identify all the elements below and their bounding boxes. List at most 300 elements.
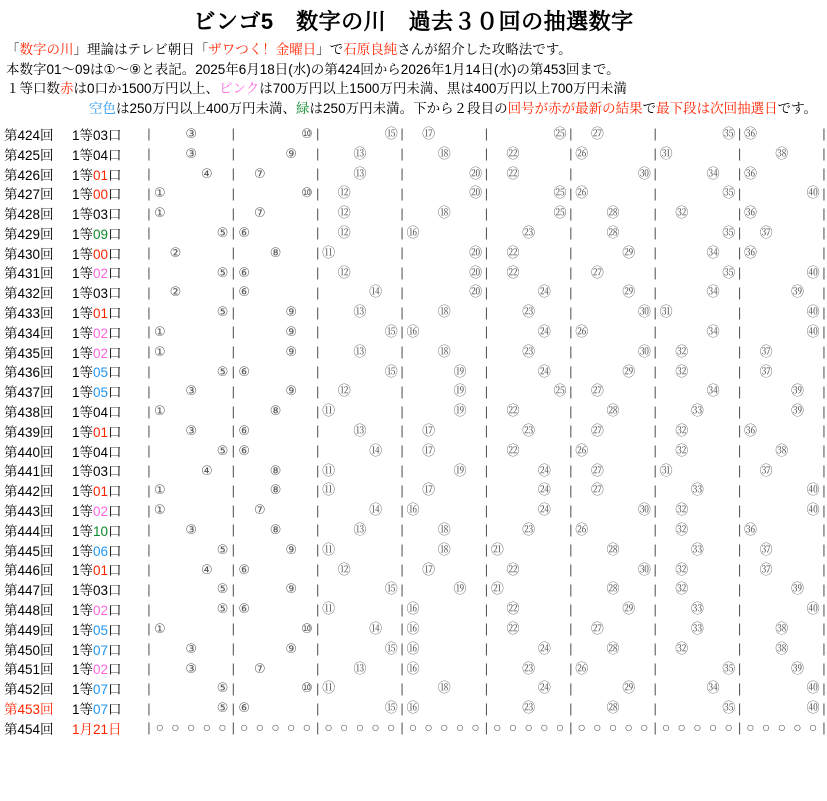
column-separator: | [653,542,657,558]
column-separator: | [737,700,742,716]
number-group-cell [321,164,399,184]
drawn-number: ⑦ [254,165,266,181]
number-group-cell [152,381,230,401]
table-row [0,698,827,718]
column-separator: | [147,660,151,676]
drawn-number: ⑬ [353,304,367,320]
column-separator: | [231,680,236,696]
column-separator: | [231,720,236,736]
column-separator: | [231,264,236,280]
placeholder-circle: ○ [371,718,380,735]
number-group-cell [490,560,568,580]
column-separator: | [316,423,320,439]
drawn-number: ⑨ [285,145,298,161]
number-group-cell [490,322,568,342]
table-row [0,302,827,322]
prize-unit: 口 [108,563,122,579]
number-group-cell [405,322,483,342]
numbers-grid [146,164,827,184]
number-group-cell [574,421,652,441]
number-group-cell [321,362,399,382]
column-separator: | [484,146,489,162]
drawn-number: ⑮ [384,640,398,656]
column-separator: | [147,403,151,419]
column-separator: | [737,601,742,617]
number-group-cell [658,322,736,342]
column-separator: | [484,561,489,577]
drawn-number: ⑤ [216,224,229,240]
drawn-number: ㊱ [743,205,757,221]
next-numbers-grid [146,718,827,738]
drawn-number: ⑨ [285,343,298,359]
column-separator: | [569,423,573,439]
number-group-cell [490,421,568,441]
number-group-cell [236,183,314,203]
number-group-cell [152,421,230,441]
drawn-number: ⑤ [216,700,229,716]
number-group-cell [490,302,568,322]
drawn-number: ㉒ [506,601,520,617]
column-separator: | [822,720,826,736]
drawn-number: ㉝ [690,403,704,419]
column-separator: | [737,482,742,498]
drawn-number: ㉗ [590,422,604,438]
column-separator: | [569,383,573,399]
column-separator: | [147,165,151,181]
column-separator: | [316,185,320,201]
prize-count-value: 02 [93,325,109,341]
number-group-cell [743,342,821,362]
column-separator: | [231,482,236,498]
number-group-cell [236,599,314,619]
placeholder-circle: ○ [724,718,733,735]
note-segment: は0口か1500万円以上、 [73,81,220,96]
round-number: 第427回 [4,187,54,203]
number-group-cell [658,243,736,263]
drawn-number: ⑪ [322,403,336,419]
column-separator: | [737,403,742,419]
numbers-grid [146,302,827,322]
placeholder-circle: ○ [640,718,649,735]
number-group-cell [490,619,568,639]
column-separator: | [316,561,320,577]
column-separator: | [231,700,236,716]
round-number: 第443回 [4,504,54,520]
number-group-cell [236,164,314,184]
column-separator: | [231,284,236,300]
number-group-cell [658,342,736,362]
number-group-cell [321,560,399,580]
column-separator: | [231,383,236,399]
prize-label: 1等 [72,444,94,460]
column-separator: | [653,344,657,360]
column-separator: | [231,621,236,637]
column-separator: | [147,522,151,538]
first-prize-count [72,401,146,421]
column-separator: | [484,641,489,657]
number-group-cell [321,421,399,441]
number-group-cell [490,243,568,263]
number-group-cell [574,639,652,659]
column-separator: | [653,185,657,201]
number-group-cell [405,540,483,560]
round-number: 第437回 [4,385,54,401]
numbers-grid [146,381,827,401]
placeholder-circle: ○ [608,718,618,735]
note-line-1 [6,40,821,60]
prize-label: 1等 [72,702,94,718]
table-row [0,183,827,203]
numbers-grid [146,678,827,698]
number-group-cell [743,164,821,184]
drawn-number: ⑤ [216,541,229,557]
number-group-cell [152,342,230,362]
note-segment: 緑 [296,100,310,116]
number-group-cell [405,421,483,441]
note-segment: 石原良純 [343,42,398,57]
number-group-cell [743,579,821,599]
prize-count-value: 04 [93,147,109,163]
column-separator: | [231,581,236,597]
drawn-number: ⑩ [301,126,313,141]
number-group-cell [152,263,230,283]
drawn-number: ㉜ [675,502,689,518]
table-row [0,263,827,283]
column-separator: | [569,304,573,320]
column-separator: | [569,344,573,360]
number-group-cell [490,461,568,481]
table-row [0,480,827,500]
prize-unit: 口 [108,642,122,658]
column-separator: | [653,720,657,736]
column-separator: | [484,660,489,676]
column-separator: | [737,561,742,577]
number-group-cell [658,540,736,560]
column-separator: | [822,403,826,419]
number-group-cell [574,480,652,500]
drawn-number: ① [154,343,166,359]
column-separator: | [653,225,657,241]
number-group-cell [152,183,230,203]
number-group-cell [658,362,736,382]
column-separator: | [822,264,826,280]
drawn-number: ⑨ [285,581,298,597]
column-separator: | [822,225,826,241]
number-group-cell [321,124,399,144]
first-prize-count [72,599,146,619]
prize-count-value: 02 [93,662,109,678]
column-separator: | [653,165,657,181]
number-group-cell [236,520,314,540]
column-separator: | [484,443,489,459]
column-separator: | [316,660,320,676]
prize-label: 1等 [72,147,94,163]
drawn-number: ⑱ [437,205,451,221]
number-group-cell [236,579,314,599]
drawn-number: ㉓ [522,304,536,320]
column-separator: | [400,700,404,716]
drawn-number: ㉒ [506,165,520,181]
drawn-number: ⑲ [453,363,467,379]
first-prize-count [72,698,146,718]
drawn-number: ⑥ [238,601,251,617]
note-segment: 「 [6,42,20,57]
column-separator: | [737,680,742,696]
number-group-cell [743,203,821,223]
page-title: ビンゴ5 数字の川 過去３０回の抽選数字 [193,9,634,34]
prize-count-value: 06 [93,543,109,559]
column-separator: | [569,720,573,736]
number-group-cell [574,282,652,302]
drawn-number: ⑰ [422,442,436,458]
drawn-number: ㉞ [706,383,720,399]
round-number: 第450回 [4,642,54,658]
column-separator: | [569,363,573,379]
number-group-cell [405,302,483,322]
prize-label: 1等 [72,662,94,678]
first-prize-count [72,381,146,401]
drawn-number: ⑫ [337,383,351,399]
prize-count-value: 05 [93,622,109,638]
drawn-number: ㊵ [806,601,820,617]
number-group-cell [658,678,736,698]
number-group-cell [405,520,483,540]
column-separator: | [484,581,489,597]
drawn-number: ⑦ [254,502,266,518]
note-segment: 最下段は次回抽選日 [656,100,778,116]
column-separator: | [737,146,742,162]
column-separator: | [569,403,573,419]
number-group-cell [574,223,652,243]
numbers-grid [146,698,827,718]
number-group-cell [743,302,821,322]
drawn-number: ⑲ [453,462,467,478]
number-group-cell [743,282,821,302]
round-number: 第431回 [4,266,54,282]
number-group-cell [574,698,652,718]
placeholder-circle: ○ [171,718,180,735]
column-separator: | [737,462,742,478]
first-prize-count [72,164,146,184]
column-separator: | [231,245,236,261]
number-group-cell [152,322,230,342]
drawn-number: ⑥ [238,561,251,577]
column-separator: | [822,700,826,716]
first-prize-count [72,282,146,302]
number-group-cell [574,560,652,580]
first-prize-count [72,361,146,381]
number-group-cell [490,579,568,599]
prize-unit: 口 [108,543,122,559]
number-group-cell [405,342,483,362]
first-prize-count [72,302,146,322]
drawn-number: ㉘ [606,700,620,716]
column-separator: | [737,344,742,360]
column-separator: | [316,581,320,597]
placeholder-circle: ○ [455,718,465,735]
number-group-cell [321,322,399,342]
drawn-number: ① [154,620,166,636]
column-separator: | [822,245,826,261]
drawn-number: ⑥ [238,422,251,438]
number-group-cell [321,659,399,679]
drawn-number: ⑱ [437,680,451,696]
number-group-cell [658,461,736,481]
number-group-cell [236,243,314,263]
column-separator: | [822,443,826,459]
column-separator: | [400,423,404,439]
column-separator: | [316,601,320,617]
number-group-cell [236,678,314,698]
column-separator: | [569,522,573,538]
prize-unit: 口 [108,523,122,539]
column-separator: | [400,680,404,696]
placeholder-circle: ○ [271,718,280,735]
column-separator: | [484,601,489,617]
prize-label: 1等 [72,246,94,262]
column-separator: | [147,146,151,162]
numbers-grid [146,659,827,679]
prize-label: 1等 [72,385,94,401]
prize-label: 1等 [72,424,94,440]
column-separator: | [569,126,573,142]
drawn-number: ㉗ [590,383,604,399]
numbers-grid [146,362,827,382]
table-row [0,579,827,599]
number-group-cell [658,124,736,144]
numbers-grid [146,243,827,263]
column-separator: | [484,700,489,716]
number-group-cell [743,223,821,243]
placeholder-circle: ○ [324,718,333,735]
drawn-number: ⑮ [384,323,398,339]
number-group-cell [405,659,483,679]
placeholder-circle: ○ [508,718,518,735]
drawn-number: ㉗ [590,126,604,141]
column-separator: | [231,660,236,676]
column-separator: | [653,146,657,162]
round-number: 第447回 [4,583,54,599]
table-row [0,282,827,302]
number-group-cell [405,203,483,223]
number-group-cell [152,619,230,639]
number-group-cell [658,421,736,441]
number-group-cell [152,540,230,560]
note-segment: ザワつく！金曜日 [208,42,317,57]
drawn-number: ㉔ [537,502,551,518]
placeholder-circle: ○ [493,718,502,735]
number-group-cell [743,698,821,718]
drawn-number: ㊱ [743,165,757,181]
drawn-number: ⑩ [301,620,313,636]
number-group-cell [321,500,399,520]
column-separator: | [147,245,151,261]
column-separator: | [147,502,151,518]
number-group-cell [490,342,568,362]
table-row [0,461,827,481]
drawn-number: ㉙ [622,680,636,696]
column-separator: | [147,641,151,657]
column-separator: | [484,126,489,142]
column-separator: | [400,561,404,577]
round-number: 第444回 [4,523,54,539]
numbers-grid [146,540,827,560]
first-prize-count [72,520,146,540]
drawn-number: ⑱ [437,145,451,161]
drawn-number: ⑬ [353,660,367,676]
number-group-cell [490,500,568,520]
drawn-number: ⑯ [406,620,420,636]
drawn-number: ㉝ [690,482,704,498]
column-separator: | [484,482,489,498]
column-separator: | [147,126,151,142]
number-group-cell [236,322,314,342]
numbers-grid [146,223,827,243]
column-separator: | [737,542,742,558]
column-separator: | [231,443,236,459]
column-separator: | [400,720,404,736]
number-group-cell [152,441,230,461]
note-segment: ピンク [219,81,260,96]
number-group-cell [405,619,483,639]
prize-count-value: 07 [93,642,109,658]
drawn-number: ⑩ [301,185,313,201]
column-separator: | [147,621,151,637]
drawn-number: ⑨ [285,304,298,320]
column-separator: | [653,462,657,478]
column-separator: | [400,621,404,637]
drawn-number: ㉜ [675,640,689,656]
column-separator: | [147,443,151,459]
placeholder-circle: ○ [286,718,296,735]
number-group-cell [574,362,652,382]
drawn-number: ⑨ [285,640,298,656]
drawn-number: ㊵ [806,502,820,518]
drawn-number: ㉟ [722,185,736,201]
column-separator: | [316,304,320,320]
note-segment: で [642,100,657,116]
round-number: 第445回 [4,543,54,559]
drawn-number: ⑱ [437,343,451,359]
column-separator: | [737,264,742,280]
drawn-number: ㊱ [743,244,757,260]
drawn-number: ⑯ [406,700,420,716]
drawn-number: ㉒ [506,244,520,260]
number-group-cell [321,520,399,540]
column-separator: | [147,205,151,221]
column-separator: | [822,284,826,300]
column-separator: | [400,601,404,617]
column-separator: | [653,660,657,676]
number-group-cell [405,560,483,580]
number-group-cell [321,619,399,639]
table-row [0,599,827,619]
table-row [0,144,827,164]
number-group-cell [405,401,483,421]
number-group-cell [152,698,230,718]
column-separator: | [822,660,826,676]
number-group-cell [321,599,399,619]
numbers-grid [146,342,827,362]
drawn-number: ㊲ [759,224,773,240]
first-prize-count [72,658,146,678]
prize-unit: 口 [108,603,122,619]
number-group-cell [152,659,230,679]
first-prize-count [72,243,146,263]
drawn-number: ⑤ [216,264,229,280]
number-group-cell [574,461,652,481]
prize-label: 1等 [72,622,94,638]
